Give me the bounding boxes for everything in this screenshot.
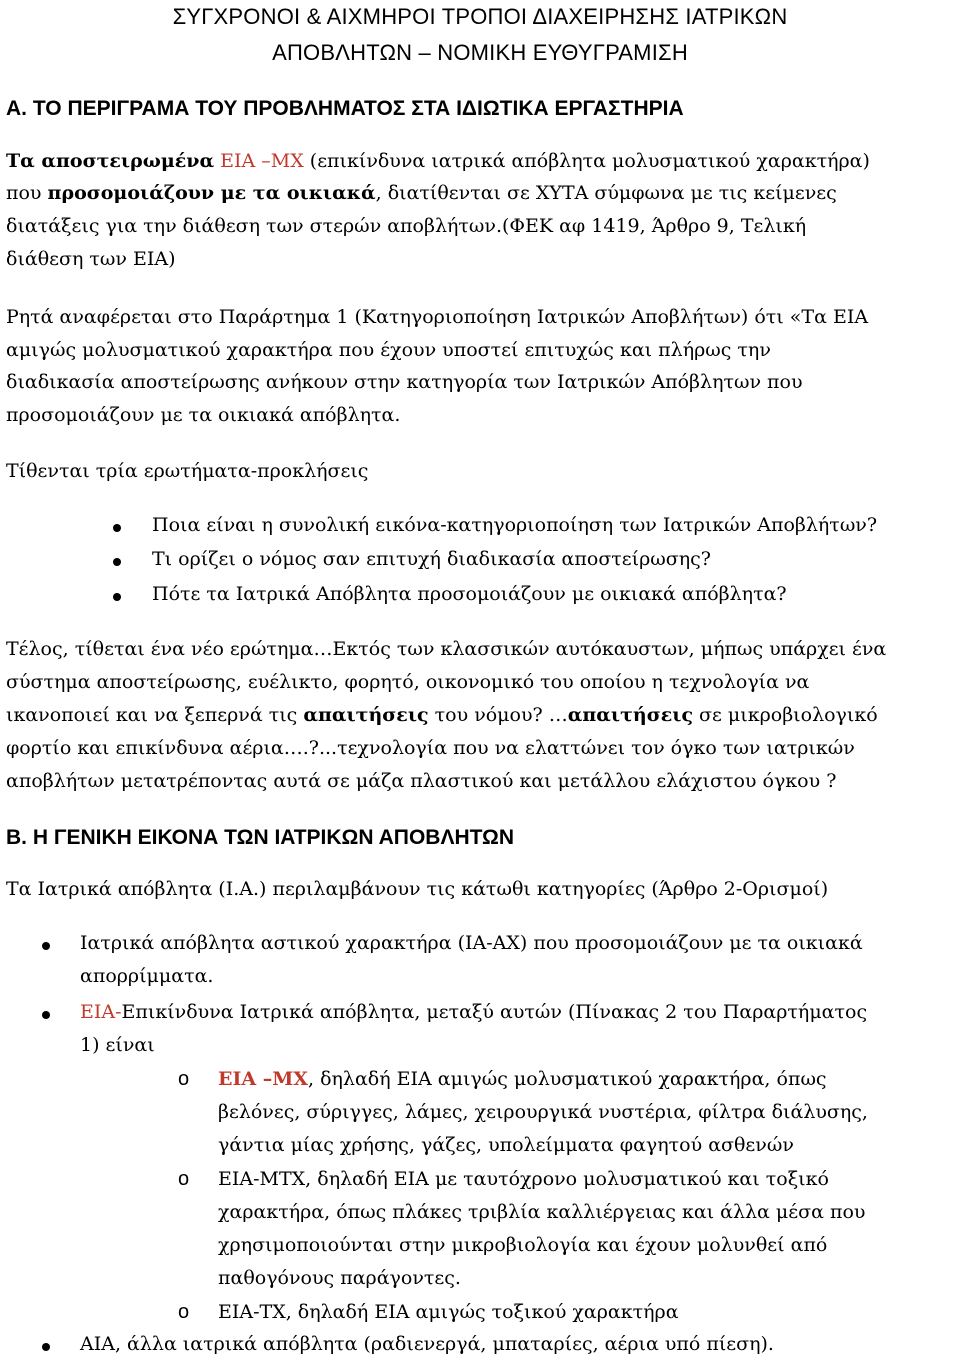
para4-line4: φορτίο και επικίνδυνα αέρια….?...τεχνολογία που να ελαττώνει τον όγκο των ιατρικών <box>6 737 855 759</box>
bullet-icon <box>42 1343 50 1351</box>
subcategory-1-line3: γάντια μίας χρήσης, γάζες, υπολείμματα φαγητού ασθενών <box>218 1134 794 1156</box>
category-item-1-line1: Ιατρικά απόβλητα αστικού χαρακτήρα (ΙΑ-ΑΧ) που προσομοιάζουν με τα οικιακά <box>80 932 863 954</box>
question-item: Ποια είναι η συνολική εικόνα-κατηγοριοποίηση των Ιατρικών Αποβλήτων? <box>152 514 878 536</box>
bullet-icon <box>42 1011 50 1019</box>
para2-line2: αμιγώς μολυσματικού χαρακτήρα που έχουν υποστεί επιτυχώς και πλήρως την <box>6 339 771 361</box>
document-title-line2: ΑΠΟΒΛΗΤΩΝ – ΝΟΜΙΚΗ ΕΥΘΥΓΡΑΜΙΣΗ <box>272 40 688 65</box>
para4-line3 <box>6 704 878 726</box>
category-item-1-line2: απορρίμματα. <box>80 965 214 987</box>
para1-text: (επικίνδυνα ιατρικά απόβλητα μολυσματικού χαρακτήρα) <box>303 150 870 172</box>
para4-bold-text: απαιτήσεις <box>303 704 429 726</box>
para3: Τίθενται τρία ερωτήματα-προκλήσεις <box>6 460 369 482</box>
section-a-heading: Α. ΤΟ ΠΕΡΙΓΡΑΜΑ ΤΟΥ ΠΡΟΒΛΗΜΑΤΟΣ ΣΤΑ ΙΔΙΩΤΙΚΑ ΕΡΓΑΣΤΗΡΙΑ <box>6 97 684 120</box>
question-item: Πότε τα Ιατρικά Απόβλητα προσομοιάζουν με οικιακά απόβλητα? <box>152 583 787 605</box>
subcategory-2-line4: παθογόνους παράγοντες. <box>218 1267 461 1289</box>
para4-text: σε μικροβιολογικό <box>693 704 878 726</box>
para2-line3: διαδικασία αποστείρωσης ανήκουν στην κατηγορία των Ιατρικών Απόβλητων που <box>6 371 803 393</box>
subcategory-2-line1: ΕΙΑ-ΜΤΧ, δηλαδή ΕΙΑ με ταυτόχρονο μολυσματικού και τοξικό <box>218 1168 829 1190</box>
para1-line3 <box>6 215 806 237</box>
para1-red-text: ΕΙΑ –ΜΧ <box>214 150 304 172</box>
circle-bullet-icon: o <box>178 1168 190 1190</box>
subcategory-1-line1 <box>218 1068 827 1090</box>
category-item-2-text: Επικίνδυνα Ιατρικά απόβλητα, μεταξύ αυτών (Πίνακας 2 του Παραρτήματος <box>121 1001 868 1023</box>
para1-line4: διάθεση των ΕΙΑ) <box>6 248 176 270</box>
para1-text: διατάξεις για την διάθεση των στερών αποβλήτων. <box>6 215 502 237</box>
bullet-icon <box>113 524 121 532</box>
circle-bullet-icon: o <box>178 1068 190 1090</box>
para4-text: του νόμου? … <box>428 704 568 726</box>
subcategory-3: ΕΙΑ-ΤΧ, δηλαδή ΕΙΑ αμιγώς τοξικού χαρακτήρα <box>218 1301 679 1323</box>
subcategory-1-line2: βελόνες, σύριγγες, λάμες, χειρουργικά νυστέρια, φίλτρα διάλυσης, <box>218 1101 868 1123</box>
category-item-3: ΑΙΑ, άλλα ιατρικά απόβλητα (ραδιενεργά, μπαταρίες, αέρια υπό πίεση). <box>80 1333 774 1355</box>
subcategory-1-red-label: ΕΙΑ –ΜΧ <box>218 1068 308 1090</box>
para2-line1: Ρητά αναφέρεται στο Παράρτημα 1 (Κατηγοριοποίηση Ιατρικών Αποβλήτων) ότι «Τα ΕΙΑ <box>6 306 869 328</box>
category-item-2-red-label: ΕΙΑ- <box>80 1001 122 1023</box>
para1-text: , διατίθενται σε ΧΥΤΑ σύμφωνα με τις κείμενες <box>375 182 837 204</box>
section-b-heading: Β. Η ΓΕΝΙΚΗ ΕΙΚΟΝΑ ΤΩΝ ΙΑΤΡΙΚΩΝ ΑΠΟΒΛΗΤΩΝ <box>6 826 515 849</box>
para1-bold-text: προσομοιάζουν με τα οικιακά <box>47 182 376 204</box>
category-item-2-line1 <box>80 1001 867 1023</box>
section-b-intro: Τα Ιατρικά απόβλητα (Ι.Α.) περιλαμβάνουν τις κάτωθι κατηγορίες (Άρθρο 2-Ορισμοί) <box>6 878 829 900</box>
para1-bold-text: Τα αποστειρωμένα <box>6 150 215 172</box>
para4-line2: σύστημα αποστείρωσης, ευέλικτο, φορητό, οικονομικό του οποίου η τεχνολογία να <box>6 671 810 693</box>
para2-line4: προσομοιάζουν με τα οικιακά απόβλητα. <box>6 404 401 426</box>
subcategory-1-text: , δηλαδή ΕΙΑ αμιγώς μολυσματικού χαρακτήρα, όπως <box>308 1068 827 1090</box>
document-title-line1: ΣΥΓΧΡΟΝΟΙ & ΑΙΧΜΗΡΟΙ ΤΡΟΠΟΙ ΔΙΑΧΕΙΡΗΣΗΣ ΙΑΤΡΙΚΩΝ <box>172 4 788 29</box>
question-item: Τι ορίζει ο νόμος σαν επιτυχή διαδικασία αποστείρωσης? <box>152 548 711 570</box>
para4-bold-text: απαιτήσεις <box>567 704 694 726</box>
subcategory-2-line3: χρησιμοποιούνται στην μικροβιολογία και έχουν μολυνθεί από <box>218 1234 828 1256</box>
circle-bullet-icon: o <box>178 1301 190 1323</box>
para1-reference: (ΦΕΚ αφ 1419, Άρθρο 9, Τελική <box>502 215 807 237</box>
para1-line1 <box>6 150 870 172</box>
bullet-icon <box>42 942 50 950</box>
para1-line2 <box>6 182 837 204</box>
para4-line1: Τέλος, τίθεται ένα νέο ερώτημα…Εκτός των κλασσικών αυτόκαυστων, μήπως υπάρχει ένα <box>6 638 887 660</box>
para4-line5: αποβλήτων μετατρέποντας αυτά σε μάζα πλαστικού και μετάλλου ελάχιστου όγκου ? <box>6 770 837 792</box>
para4-text: ικανοποιεί και να ξεπερνά τις <box>6 704 304 726</box>
category-item-2-line2: 1) είναι <box>80 1034 155 1056</box>
bullet-icon <box>113 558 121 566</box>
bullet-icon <box>113 593 121 601</box>
subcategory-2-line2: χαρακτήρα, όπως πλάκες τριβλία καλλιέργειας και άλλα μέσα που <box>218 1201 866 1223</box>
para1-text: που <box>6 182 48 204</box>
